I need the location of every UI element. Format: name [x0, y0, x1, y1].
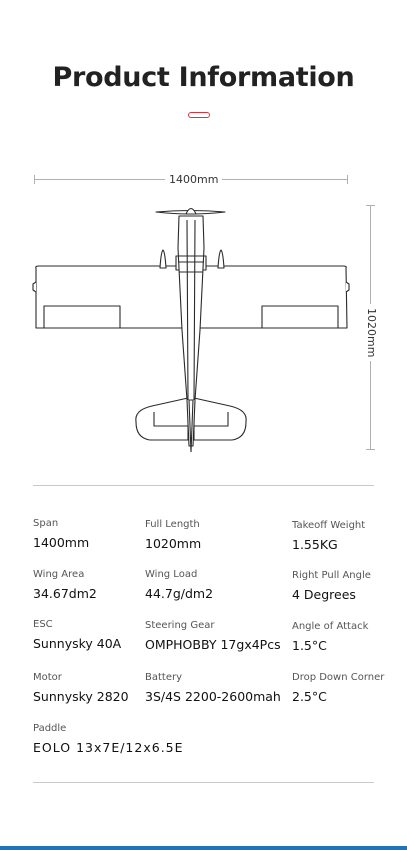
spec-label: Battery	[145, 672, 183, 683]
spec-value: Sunnysky 2820	[33, 689, 129, 704]
spec-wing-load	[145, 569, 213, 601]
aileron-left	[44, 306, 120, 328]
spec-paddle	[33, 723, 184, 755]
spec-label: ESC	[33, 619, 53, 630]
spec-value: 4 Degrees	[292, 587, 356, 602]
spec-value: 3S/4S 2200-2600mah	[145, 689, 281, 704]
spec-value: Sunnysky 40A	[33, 636, 122, 651]
spec-label: Paddle	[33, 723, 67, 734]
length-dimension-tick-bottom	[366, 449, 375, 450]
spec-label: Wing Area	[33, 569, 85, 580]
span-dimension-tick-right	[347, 175, 348, 184]
length-dimension-label: 1020mm	[365, 304, 378, 361]
spinner	[186, 209, 196, 215]
spec-esc	[33, 619, 121, 651]
spec-label: Motor	[33, 672, 62, 683]
divider-bottom	[33, 782, 374, 783]
title-accent-pill	[188, 112, 210, 118]
gear-right	[218, 250, 224, 268]
aileron-right	[262, 306, 338, 328]
spec-span	[33, 518, 89, 550]
airplane-top-view-drawing	[30, 200, 352, 452]
spec-value: 1.55KG	[292, 537, 338, 552]
spec-takeoff-weight	[292, 520, 365, 552]
spec-value: OMPHOBBY 17gx4Pcs	[145, 637, 281, 652]
spec-right-pull-angle	[292, 570, 371, 602]
spec-angle-of-attack	[292, 621, 368, 653]
spec-value: 1.5°C	[292, 638, 327, 653]
length-dimension-tick-top	[366, 205, 375, 206]
page-title: Product Information	[52, 62, 355, 93]
spec-label: Angle of Attack	[292, 621, 369, 632]
spec-steering-gear	[145, 620, 281, 652]
span-dimension-label: 1400mm	[165, 173, 222, 186]
spec-drop-down-corner	[292, 672, 384, 704]
spec-label: Steering Gear	[145, 620, 215, 631]
wing-tip-left	[33, 282, 36, 292]
spec-battery	[145, 672, 281, 704]
spec-label: Takeoff Weight	[292, 520, 366, 531]
gear-left	[160, 250, 166, 268]
spec-label: Full Length	[145, 519, 200, 530]
spec-value: 44.7g/dm2	[145, 586, 214, 601]
divider-top	[33, 485, 374, 486]
spec-value: 1020mm	[145, 536, 202, 551]
spec-label: Span	[33, 518, 59, 529]
spec-value: 34.67dm2	[33, 586, 97, 601]
spec-label: Wing Load	[145, 569, 198, 580]
spec-full-length	[145, 519, 201, 551]
spec-wing-area	[33, 569, 97, 601]
spec-value: EOLO 13x7E/12x6.5E	[33, 740, 184, 755]
wing-tip-right	[346, 282, 349, 292]
span-dimension-tick-left	[34, 175, 35, 184]
spec-label: Drop Down Corner	[292, 672, 385, 683]
spec-motor	[33, 672, 129, 704]
spec-value: 2.5°C	[292, 689, 327, 704]
spec-label: Right Pull Angle	[292, 570, 371, 581]
bottom-accent-bar	[0, 846, 407, 850]
spec-value: 1400mm	[33, 535, 90, 550]
